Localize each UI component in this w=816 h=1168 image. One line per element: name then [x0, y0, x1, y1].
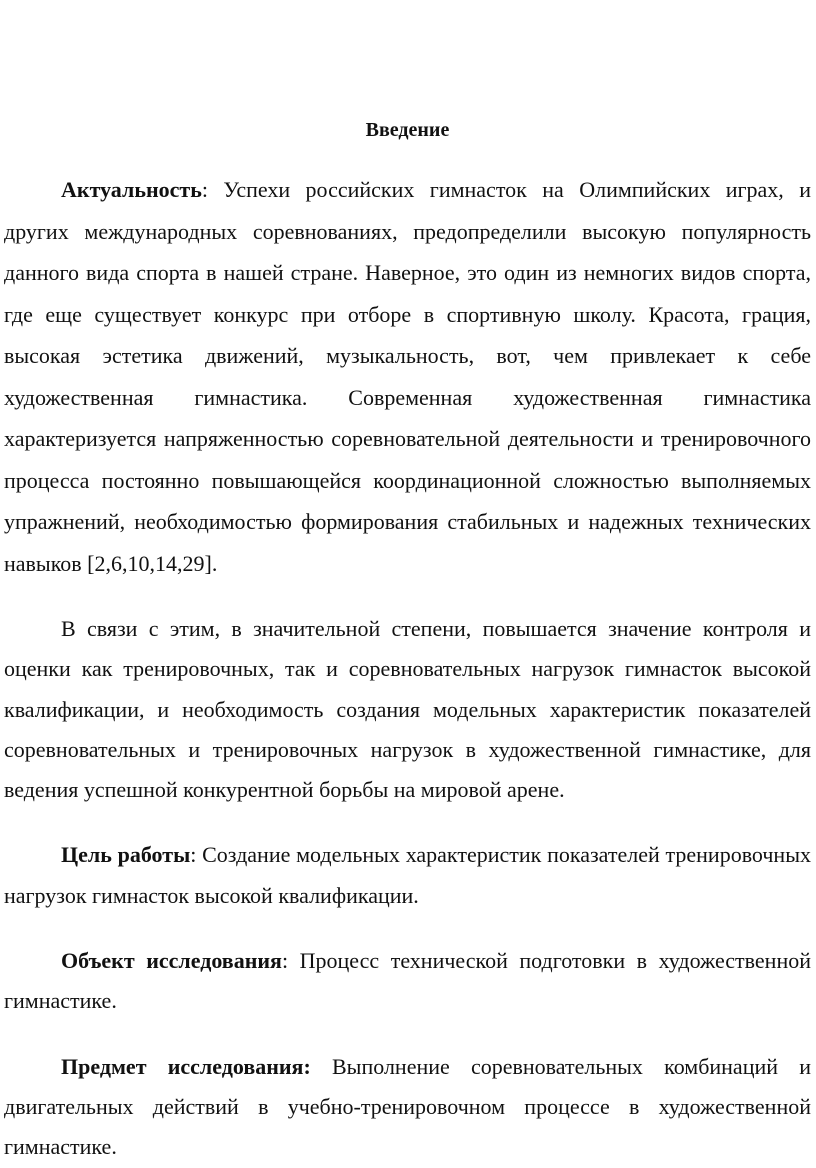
- context-paragraph: [4, 609, 811, 810]
- object-separator: :: [281, 948, 289, 974]
- object-paragraph: [4, 941, 811, 1022]
- relevance-lead: Актуальность: [61, 177, 202, 202]
- subject-paragraph: [4, 1047, 811, 1168]
- goal-separator: :: [190, 842, 197, 868]
- subject-lead: Предмет исследования:: [61, 1053, 311, 1079]
- object-text: Процесс технической подготовки в художественной гимнастике.: [4, 948, 811, 1014]
- context-text: В связи с этим, в значительной степени, повышается значение контроля и оценки как тренировочных, так и соревновательных нагрузок гимнасток высокой квалификации, и необходимость создания модельных характеристик показателей соревновательных и тренировочных нагрузок в художественной гимнастике, для ведения успешной конкурентной борьбы на мировой арене.: [4, 616, 811, 803]
- relevance-separator: :: [201, 177, 208, 202]
- page-title: Введение: [365, 119, 450, 141]
- goal-paragraph: [4, 835, 811, 916]
- relevance-paragraph: [4, 169, 811, 584]
- relevance-text: Успехи российских гимнасток на Олимпийских играх, и других международных соревнованиях, предопределили высокую популярность данного вида спорта в нашей стране. Наверное, это один из немногих видов спорта, где еще существует конкурс при отборе в спортивную школу. Красота, грация, высокая эстетика движений, музыкальность, вот, чем привлекает к себе художественная гимнастика. Современная художественная гимнастика характеризуется напряженностью соревновательной деятельности и тренировочного процесса постоянно повышающейся координационной сложностью выполняемых упражнений, необходимостью формирования стабильных и надежных технических навыков [2,6,10,14,29].: [4, 177, 811, 576]
- goal-text: Создание модельных характеристик показателей тренировочных нагрузок гимнасток высокой квалификации.: [4, 842, 811, 908]
- subject-text: Выполнение соревновательных комбинаций и двигательных действий в учебно-тренировочном процессе в художественной гимнастике.: [4, 1053, 812, 1160]
- goal-lead: Цель работы: [61, 842, 191, 868]
- object-lead: Объект исследования: [61, 948, 282, 974]
